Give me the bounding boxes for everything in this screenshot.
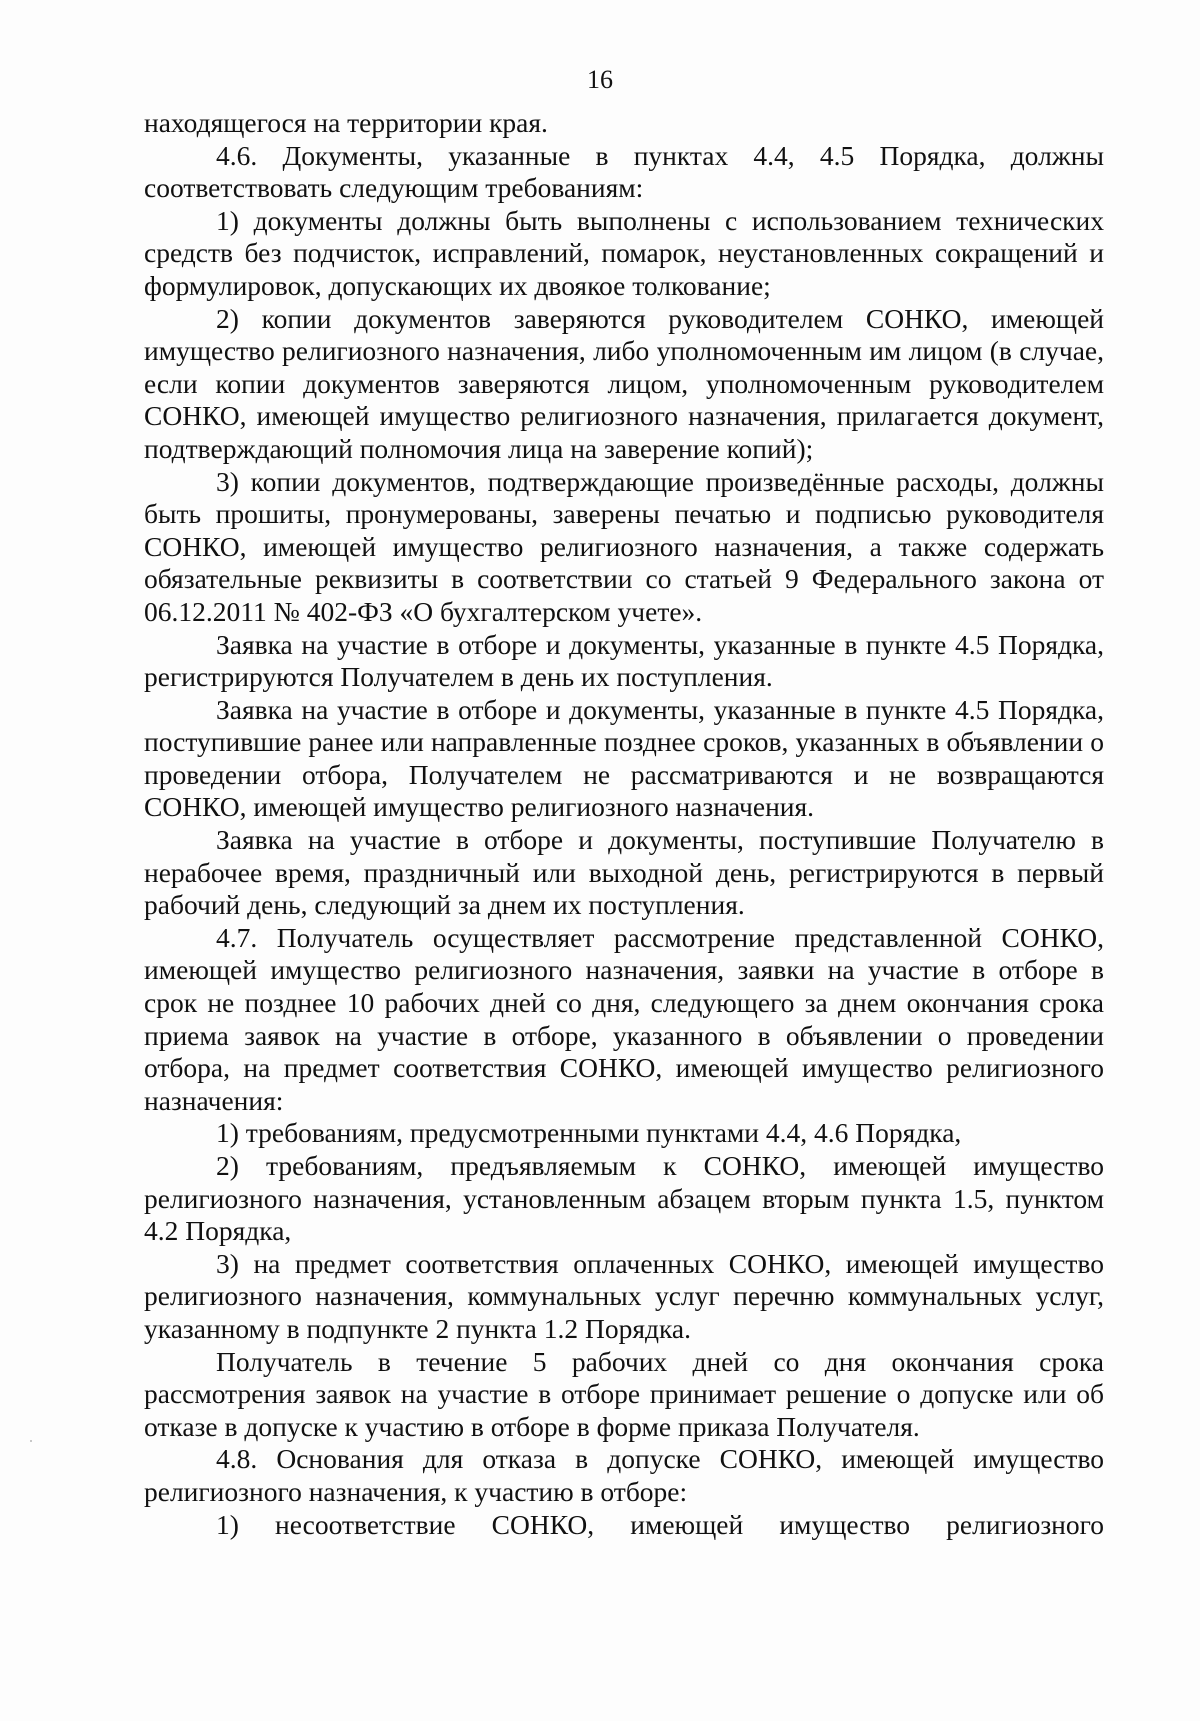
paragraph-late-submission: Заявка на участие в отборе и документы, указанные в пункте 4.5 Порядка, поступившие ранее или направленные позднее сроков, указанных в объявлении о проведении отбора, Получателем не рассматриваются и не возвращаются СОНКО, имеющей имущество религиозного назначения.: [144, 693, 1104, 823]
paragraph-4-6-item-3: 3) копии документов, подтверждающие произведённые расходы, должны быть прошиты, пронумерованы, заверены печатью и подписью руководителя СОНКО, имеющей имущество религиозного назначения, а также содержать обязательные реквизиты в соответствии со статьей 9 Федерального закона от 06.12.2011 № 402-ФЗ «О бухгалтерском учете».: [144, 465, 1104, 627]
paragraph-4-6: 4.6. Документы, указанные в пунктах 4.4, 4.5 Порядка, должны соответствовать следующим требованиям:: [144, 139, 1104, 204]
paragraph-4-7: 4.7. Получатель осуществляет рассмотрение представленной СОНКО, имеющей имущество религиозного назначения, заявки на участие в отборе в срок не позднее 10 рабочих дней со дня, следующего за днем окончания срока приема заявок на участие в отборе, указанного в объявлении о проведении отбора, на предмет соответствия СОНКО, имеющей имущество религиозного назначения:: [144, 921, 1104, 1116]
scan-speck: [30, 1440, 32, 1442]
paragraph-nonworking-time: Заявка на участие в отборе и документы, поступившие Получателю в нерабочее время, праздничный или выходной день, регистрируются в первый рабочий день, следующий за днем их поступления.: [144, 824, 1104, 921]
paragraph-registration: Заявка на участие в отборе и документы, указанные в пункте 4.5 Порядка, регистрируются Получателем в день их поступления.: [144, 628, 1104, 693]
page-number: 16: [587, 65, 613, 94]
paragraph-4-6-item-2: 2) копии документов заверяются руководителем СОНКО, имеющей имущество религиозного назначения, либо уполномоченным им лицом (в случае, если копии документов заверяются лицом, уполномоченным руководителем СОНКО, имеющей имущество религиозного назначения, прилагается документ, подтверждающий полномочия лица на заверение копий);: [144, 302, 1104, 464]
paragraph-4-7-item-1: 1) требованиям, предусмотренными пунктами 4.4, 4.6 Порядка,: [216, 1117, 962, 1149]
paragraph-4-7-item-3: 3) на предмет соответствия оплаченных СОНКО, имеющей имущество религиозного назначения, коммунальных услуг перечню коммунальных услуг, указанному в подпункте 2 пункта 1.2 Порядка.: [144, 1247, 1104, 1344]
document-body: [144, 107, 1104, 1541]
paragraph-decision: Получатель в течение 5 рабочих дней со дня окончания срока рассмотрения заявок на участие в отборе принимает решение о допуске или об отказе в допуске к участию в отборе в форме приказа Получателя.: [144, 1345, 1104, 1442]
paragraph-4-8-item-1: 1) несоответствие СОНКО, имеющей имущество религиозного: [216, 1508, 1104, 1540]
paragraph-continuation: находящегося на территории края.: [144, 107, 548, 138]
paragraph-4-8: 4.8. Основания для отказа в допуске СОНКО, имеющей имущество религиозного назначения, к участию в отборе:: [144, 1443, 1104, 1507]
paragraph-4-6-item-1: 1) документы должны быть выполнены с использованием технических средств без подчисток, исправлений, помарок, неустановленных сокращений и формулировок, допускающих их двоякое толкование;: [144, 204, 1104, 301]
paragraph-4-7-item-2: 2) требованиям, предъявляемым к СОНКО, имеющей имущество религиозного назначения, установленным абзацем вторым пункта 1.5, пунктом 4.2 Порядка,: [144, 1150, 1104, 1247]
